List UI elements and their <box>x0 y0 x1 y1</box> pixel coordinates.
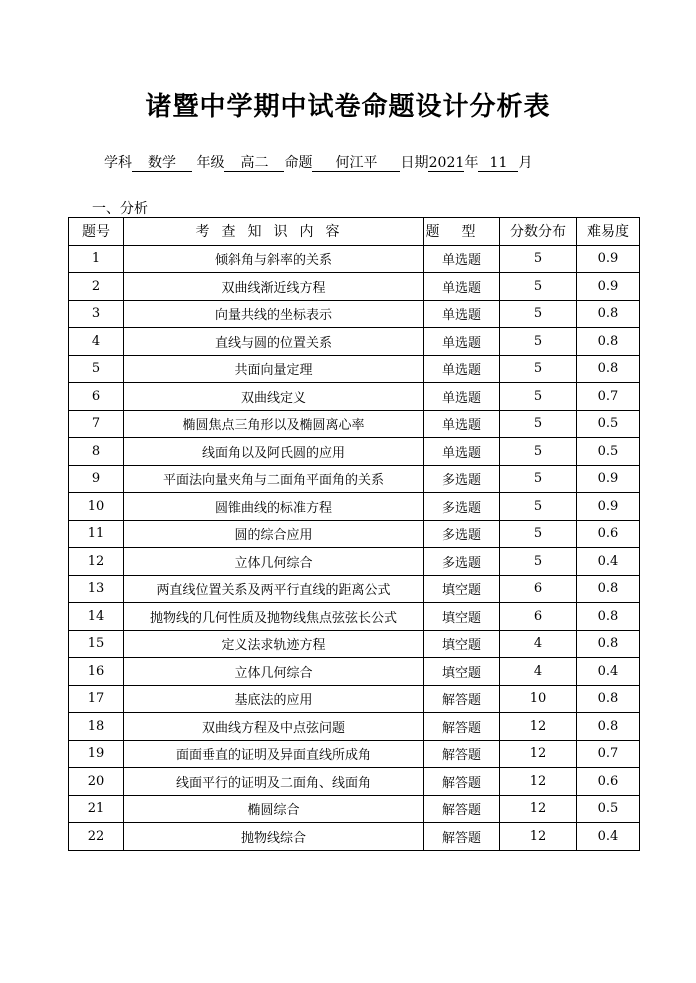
cell-type: 填空题 <box>424 603 500 631</box>
grade-label: 年级 <box>196 155 225 171</box>
cell-type: 单选题 <box>424 328 500 356</box>
table-row <box>69 328 640 356</box>
table-row <box>69 520 640 548</box>
cell-score: 5 <box>500 520 577 548</box>
cell-content: 平面法向量夹角与二面角平面角的关系 <box>124 465 424 493</box>
cell-difficulty: 0.8 <box>577 685 640 713</box>
table-row <box>69 493 640 521</box>
cell-difficulty: 0.5 <box>577 410 640 438</box>
cell-num: 9 <box>69 465 124 493</box>
cell-num: 21 <box>69 795 124 823</box>
author-value: 何江平 <box>312 155 400 172</box>
cell-difficulty: 0.8 <box>577 575 640 603</box>
cell-type: 解答题 <box>424 823 500 851</box>
table-row <box>69 355 640 383</box>
cell-score: 10 <box>500 685 577 713</box>
year-value: 2021 <box>428 155 465 171</box>
cell-content: 向量共线的坐标表示 <box>124 300 424 328</box>
date-label: 日期 <box>400 155 429 171</box>
cell-content: 定义法求轨迹方程 <box>124 630 424 658</box>
cell-difficulty: 0.9 <box>577 493 640 521</box>
cell-num: 12 <box>69 548 124 576</box>
cell-type: 单选题 <box>424 383 500 411</box>
table-row <box>69 548 640 576</box>
cell-difficulty: 0.4 <box>577 823 640 851</box>
cell-num: 2 <box>69 273 124 301</box>
cell-difficulty: 0.8 <box>577 300 640 328</box>
cell-type: 多选题 <box>424 465 500 493</box>
author-label: 命题 <box>284 155 313 171</box>
cell-difficulty: 0.9 <box>577 273 640 301</box>
table-row <box>69 245 640 273</box>
cell-num: 18 <box>69 713 124 741</box>
cell-num: 7 <box>69 410 124 438</box>
cell-score: 4 <box>500 658 577 686</box>
cell-type: 单选题 <box>424 355 500 383</box>
subject-value: 数学 <box>132 155 192 172</box>
table-row <box>69 438 640 466</box>
year-label: 年 <box>464 155 479 171</box>
cell-num: 15 <box>69 630 124 658</box>
cell-type: 单选题 <box>424 245 500 273</box>
header-score: 分数分布 <box>500 218 577 246</box>
cell-type: 解答题 <box>424 795 500 823</box>
cell-difficulty: 0.6 <box>577 768 640 796</box>
month-value: 11 <box>478 155 518 172</box>
cell-score: 6 <box>500 575 577 603</box>
table-row <box>69 465 640 493</box>
cell-content: 直线与圆的位置关系 <box>124 328 424 356</box>
cell-num: 13 <box>69 575 124 603</box>
cell-difficulty: 0.8 <box>577 713 640 741</box>
cell-num: 16 <box>69 658 124 686</box>
cell-score: 12 <box>500 768 577 796</box>
cell-type: 多选题 <box>424 520 500 548</box>
cell-score: 5 <box>500 300 577 328</box>
cell-score: 12 <box>500 713 577 741</box>
cell-score: 5 <box>500 328 577 356</box>
cell-content: 抛物线综合 <box>124 823 424 851</box>
cell-score: 12 <box>500 823 577 851</box>
cell-num: 8 <box>69 438 124 466</box>
cell-num: 17 <box>69 685 124 713</box>
document-title: 诸暨中学期中试卷命题设计分析表 <box>145 92 551 122</box>
cell-type: 填空题 <box>424 658 500 686</box>
table-header-row <box>69 218 640 246</box>
header-num: 题号 <box>69 218 124 246</box>
cell-num: 19 <box>69 740 124 768</box>
table-row <box>69 658 640 686</box>
cell-content: 立体几何综合 <box>124 658 424 686</box>
table-row <box>69 740 640 768</box>
table-row <box>69 795 640 823</box>
cell-content: 圆的综合应用 <box>124 520 424 548</box>
cell-num: 5 <box>69 355 124 383</box>
cell-content: 立体几何综合 <box>124 548 424 576</box>
table-row <box>69 713 640 741</box>
table-row <box>69 300 640 328</box>
cell-type: 单选题 <box>424 438 500 466</box>
cell-type: 单选题 <box>424 273 500 301</box>
cell-content: 共面向量定理 <box>124 355 424 383</box>
section-heading: 一、分析 <box>92 201 148 217</box>
table-row <box>69 410 640 438</box>
cell-type: 多选题 <box>424 548 500 576</box>
cell-score: 5 <box>500 465 577 493</box>
cell-difficulty: 0.8 <box>577 328 640 356</box>
cell-difficulty: 0.9 <box>577 245 640 273</box>
table-row <box>69 685 640 713</box>
analysis-table <box>68 217 640 851</box>
subject-label: 学科 <box>104 155 132 171</box>
cell-content: 双曲线渐近线方程 <box>124 273 424 301</box>
cell-type: 多选题 <box>424 493 500 521</box>
cell-difficulty: 0.5 <box>577 795 640 823</box>
month-label: 月 <box>518 155 533 171</box>
cell-num: 14 <box>69 603 124 631</box>
cell-score: 5 <box>500 493 577 521</box>
cell-num: 4 <box>69 328 124 356</box>
cell-score: 5 <box>500 548 577 576</box>
cell-num: 3 <box>69 300 124 328</box>
table-row <box>69 768 640 796</box>
header-content: 考查知识内容 <box>124 218 424 246</box>
cell-num: 6 <box>69 383 124 411</box>
cell-type: 解答题 <box>424 713 500 741</box>
cell-score: 12 <box>500 740 577 768</box>
cell-content: 圆锥曲线的标准方程 <box>124 493 424 521</box>
cell-type: 单选题 <box>424 410 500 438</box>
cell-type: 填空题 <box>424 630 500 658</box>
header-difficulty: 难易度 <box>577 218 640 246</box>
cell-num: 22 <box>69 823 124 851</box>
cell-score: 5 <box>500 245 577 273</box>
table-row <box>69 383 640 411</box>
cell-score: 5 <box>500 438 577 466</box>
cell-content: 椭圆焦点三角形以及椭圆离心率 <box>124 410 424 438</box>
cell-num: 1 <box>69 245 124 273</box>
cell-content: 线面平行的证明及二面角、线面角 <box>124 768 424 796</box>
cell-num: 11 <box>69 520 124 548</box>
grade-value: 高二 <box>224 155 284 172</box>
cell-type: 解答题 <box>424 740 500 768</box>
cell-score: 5 <box>500 273 577 301</box>
cell-content: 椭圆综合 <box>124 795 424 823</box>
cell-score: 4 <box>500 630 577 658</box>
cell-difficulty: 0.7 <box>577 383 640 411</box>
table-row <box>69 575 640 603</box>
cell-content: 双曲线定义 <box>124 383 424 411</box>
cell-score: 5 <box>500 383 577 411</box>
cell-difficulty: 0.4 <box>577 658 640 686</box>
cell-content: 倾斜角与斜率的关系 <box>124 245 424 273</box>
cell-content: 两直线位置关系及两平行直线的距离公式 <box>124 575 424 603</box>
cell-score: 6 <box>500 603 577 631</box>
cell-score: 5 <box>500 355 577 383</box>
cell-difficulty: 0.8 <box>577 603 640 631</box>
cell-num: 20 <box>69 768 124 796</box>
table-row <box>69 603 640 631</box>
cell-num: 10 <box>69 493 124 521</box>
cell-type: 解答题 <box>424 685 500 713</box>
cell-difficulty: 0.8 <box>577 355 640 383</box>
cell-content: 面面垂直的证明及异面直线所成角 <box>124 740 424 768</box>
table-row <box>69 273 640 301</box>
header-info-line <box>104 152 532 172</box>
cell-type: 单选题 <box>424 300 500 328</box>
cell-content: 线面角以及阿氏圆的应用 <box>124 438 424 466</box>
cell-difficulty: 0.6 <box>577 520 640 548</box>
cell-score: 5 <box>500 410 577 438</box>
cell-type: 解答题 <box>424 768 500 796</box>
cell-content: 基底法的应用 <box>124 685 424 713</box>
cell-difficulty: 0.8 <box>577 630 640 658</box>
cell-content: 双曲线方程及中点弦问题 <box>124 713 424 741</box>
cell-difficulty: 0.4 <box>577 548 640 576</box>
header-type: 题型 <box>424 218 500 246</box>
cell-score: 12 <box>500 795 577 823</box>
cell-content: 抛物线的几何性质及抛物线焦点弦弦长公式 <box>124 603 424 631</box>
cell-type: 填空题 <box>424 575 500 603</box>
table-row <box>69 823 640 851</box>
cell-difficulty: 0.9 <box>577 465 640 493</box>
cell-difficulty: 0.5 <box>577 438 640 466</box>
cell-difficulty: 0.7 <box>577 740 640 768</box>
table-row <box>69 630 640 658</box>
